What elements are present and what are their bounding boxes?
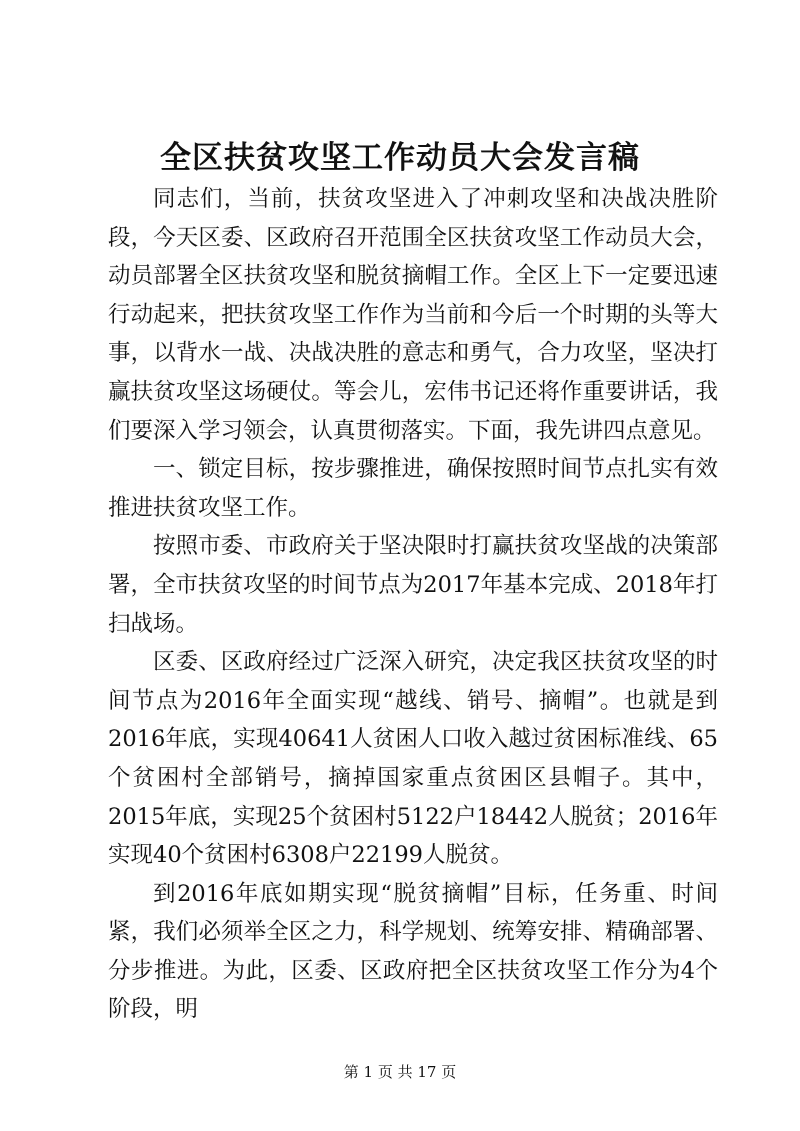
page-title: 全区扶贫攻坚工作动员大会发言稿 [160, 140, 640, 176]
page-footer: 第 1 页 共 17 页 [343, 1063, 457, 1081]
paragraph-3: 按照市委、市政府关于坚决限时打赢扶贫攻坚战的决策部署，全市扶贫攻坚的时间节点为2017年基本完成、2018年打扫战场。 [108, 533, 718, 637]
paragraph-2: 一、锁定目标，按步骤推进，确保按照时间节点扎实有效推进扶贫攻坚工作。 [108, 456, 718, 521]
paragraph-5: 到2016年底如期实现“脱贫摘帽”目标，任务重、时间紧，我们必须举全区之力，科学规划、统筹安排、精确部署、分步推进。为此，区委、区政府把全区扶贫攻坚工作分为4个阶段，明 [108, 880, 718, 1023]
document-body [108, 180, 718, 1029]
paragraph-4: 区委、区政府经过广泛深入研究，决定我区扶贫攻坚的时间节点为2016年全面实现“越线、销号、摘帽”。也就是到2016年底，实现40641人贫困人口收入越过贫困标准线、65个贫困村全部销号，摘掉国家重点贫困区县帽子。其中，2015年底，实现25个贫困村5122户18442人脱贫；2016年实现40个贫困村6308户22199人脱贫。 [108, 649, 718, 869]
paragraph-1: 同志们，当前，扶贫攻坚进入了冲刺攻坚和决战决胜阶段，今天区委、区政府召开范围全区扶贫攻坚工作动员大会，动员部署全区扶贫攻坚和脱贫摘帽工作。全区上下一定要迅速行动起来，把扶贫攻坚工作作为当前和今后一个时期的头等大事，以背水一战、决战决胜的意志和勇气，合力攻坚，坚决打赢扶贫攻坚这场硬仗。等会儿，宏伟书记还将作重要讲话，我们要深入学习领会，认真贯彻落实。下面，我先讲四点意见。 [108, 186, 718, 444]
